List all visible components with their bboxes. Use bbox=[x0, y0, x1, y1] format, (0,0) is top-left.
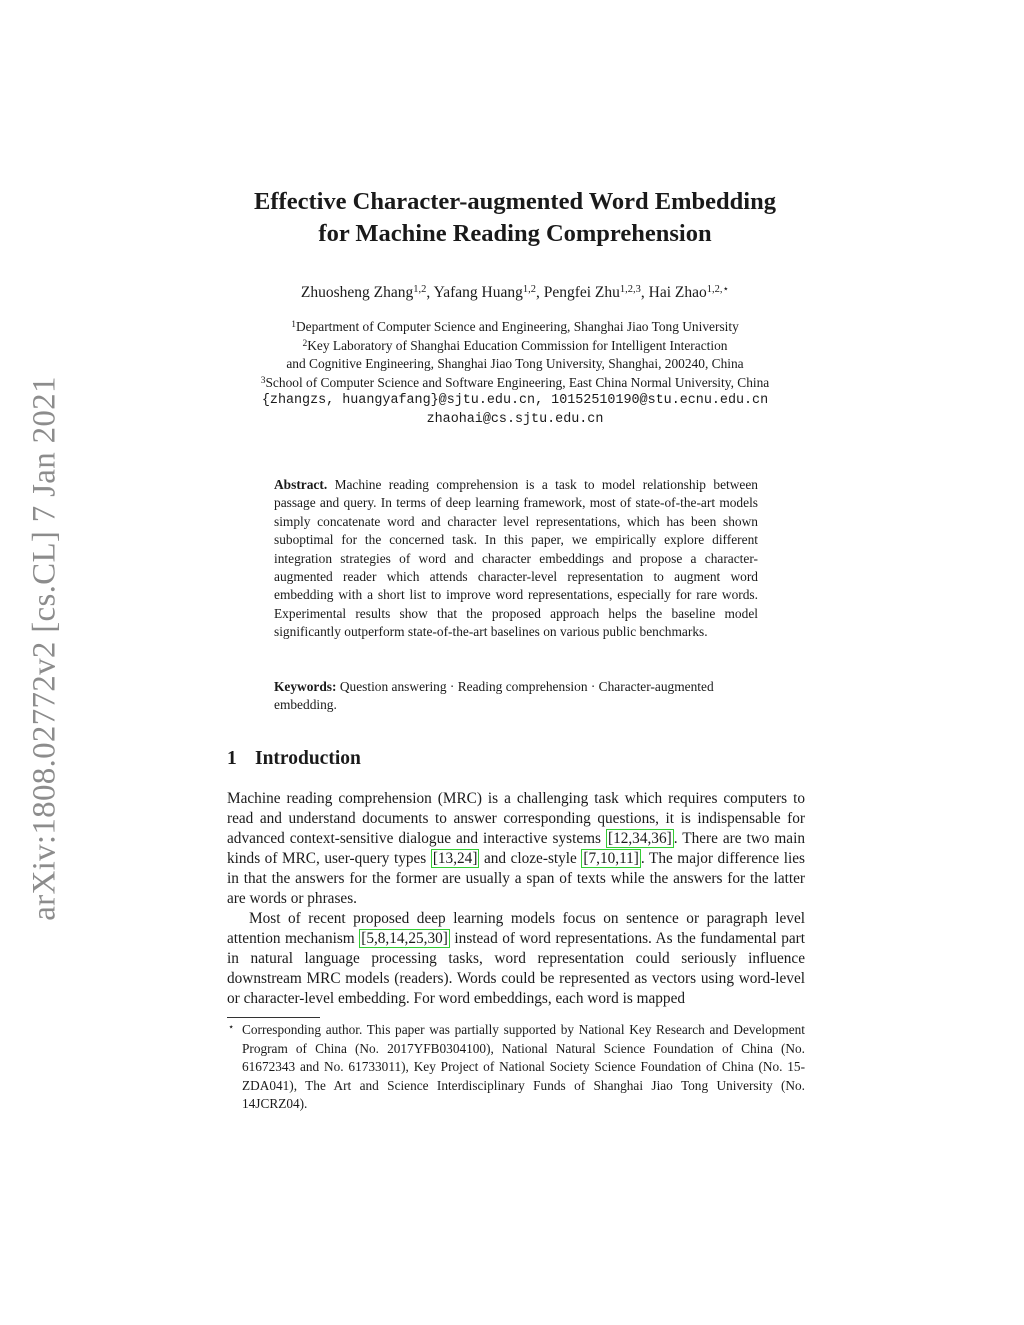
citation-link[interactable]: [13,24] bbox=[432, 850, 478, 867]
citation-link[interactable]: [12,34,36] bbox=[607, 830, 672, 847]
keywords-text: Question answering · Reading comprehension · Character-augmented embedding. bbox=[274, 679, 714, 713]
abstract-label: Abstract. bbox=[274, 477, 328, 492]
section-heading bbox=[227, 748, 361, 770]
section-number: 1 bbox=[227, 748, 237, 769]
footnote-mark: ⋆ bbox=[228, 1022, 235, 1033]
author-affil-sup: 1,2 bbox=[522, 284, 536, 295]
paper-title bbox=[150, 186, 880, 250]
keywords bbox=[274, 678, 758, 715]
abstract bbox=[274, 476, 758, 642]
footnote-text: Corresponding author. This paper was partially supported by National Key Research and Development Program of China (No. 2017YFB0304100), National Natural Science Foundation of China (No. 61672343 and No. 61733011), Key Project of National Society Science Foundation of China (No. 15-ZDA041), The Art and Science Interdisciplinary Funds of Shanghai Jiao Tong University (No. 14JCRZ04). bbox=[242, 1022, 805, 1112]
footnote bbox=[228, 1021, 805, 1114]
affiliation-2-cont: and Cognitive Engineering, Shanghai Jiao Tong University, Shanghai, 200240, China bbox=[286, 356, 744, 372]
affiliation-3: $^3$School of Computer Science and Software Engineering, East China Normal University, China bbox=[260, 374, 770, 390]
abstract-text: Machine reading comprehension is a task to model relationship between passage and query. In terms of deep learning framework, most of state-of-the-art models simply concatenate word and character level representations, which has been shown suboptimal for the concerned task. In this paper, we empirically explore different integration strategies of word and character embeddings and propose a character-augmented reader which attends character-level representation to augment word embedding with a short list to improve word representations, especially for rare words. Experimental results show that the proposed approach helps the baseline model significantly outperform state-of-the-art baselines on various public benchmarks. bbox=[274, 477, 758, 640]
author-list: Zhuosheng Zhang$^{1,2}$, Yafang Huang$^{1,2}$, Pengfei Zhu$^{1,2,3}$, Hai Zhao$^{1,2,⋆}$ bbox=[300, 284, 730, 301]
author-name: Yafang Huang bbox=[433, 284, 523, 301]
author-affil-sup: 1,2,⋆ bbox=[706, 284, 730, 295]
title-line-2: for Machine Reading Comprehension bbox=[318, 220, 712, 247]
title-line-1: Effective Character-augmented Word Embedding bbox=[254, 188, 776, 215]
paragraph-2: Most of recent proposed deep learning models focus on sentence or paragraph level attention mechanism [5,8,14,25,30] instead of word representations. As the fundamental part in natural language processing tasks, word representation could seriously influence downstream MRC models (readers). Words could be represented as vectors using word-level or character-level embedding. For word embeddings, each word is mapped bbox=[227, 910, 805, 1007]
arxiv-stamp: arXiv:1808.02772v2 [cs.CL] 7 Jan 2021 bbox=[26, 376, 63, 921]
author-affil-sup: 1,2,3 bbox=[619, 284, 641, 295]
affiliations bbox=[150, 318, 880, 430]
intro-body bbox=[227, 789, 805, 1009]
email-line-2: zhaohai@cs.sjtu.edu.cn bbox=[426, 411, 604, 427]
citation-link[interactable]: [7,10,11] bbox=[583, 850, 639, 867]
author-affil-sup: 1,2 bbox=[413, 284, 427, 295]
affiliation-2: $^2$Key Laboratory of Shanghai Education Commission for Intelligent Interaction bbox=[302, 337, 728, 353]
author-name: Hai Zhao bbox=[648, 284, 707, 301]
citation-link[interactable]: [5,8,14,25,30] bbox=[361, 930, 448, 947]
footnote-divider bbox=[227, 1017, 320, 1018]
paragraph-1: Machine reading comprehension (MRC) is a challenging task which requires computers to read and understand documents to answer corresponding questions, it is indispensable for advanced context-sensitive dialogue and interactive systems [12,34,36] . There are two main kinds of MRC, user-query types [13,24] and cloze-style [7,10,11] . The major difference lies in that the answers for the former are usually a span of texts while the answers for the latter are words or phrases. bbox=[227, 790, 806, 907]
keywords-label: Keywords: bbox=[274, 679, 337, 694]
author-name: Zhuosheng Zhang bbox=[300, 284, 414, 301]
author-name: Pengfei Zhu bbox=[543, 284, 620, 301]
email-line-1: {zhangzs, huangyafang}@sjtu.edu.cn, 10152510190@stu.ecnu.edu.cn bbox=[261, 393, 769, 409]
section-title: Introduction bbox=[255, 748, 361, 769]
affiliation-1: $^1$Department of Computer Science and Engineering, Shanghai Jiao Tong University bbox=[291, 319, 739, 334]
